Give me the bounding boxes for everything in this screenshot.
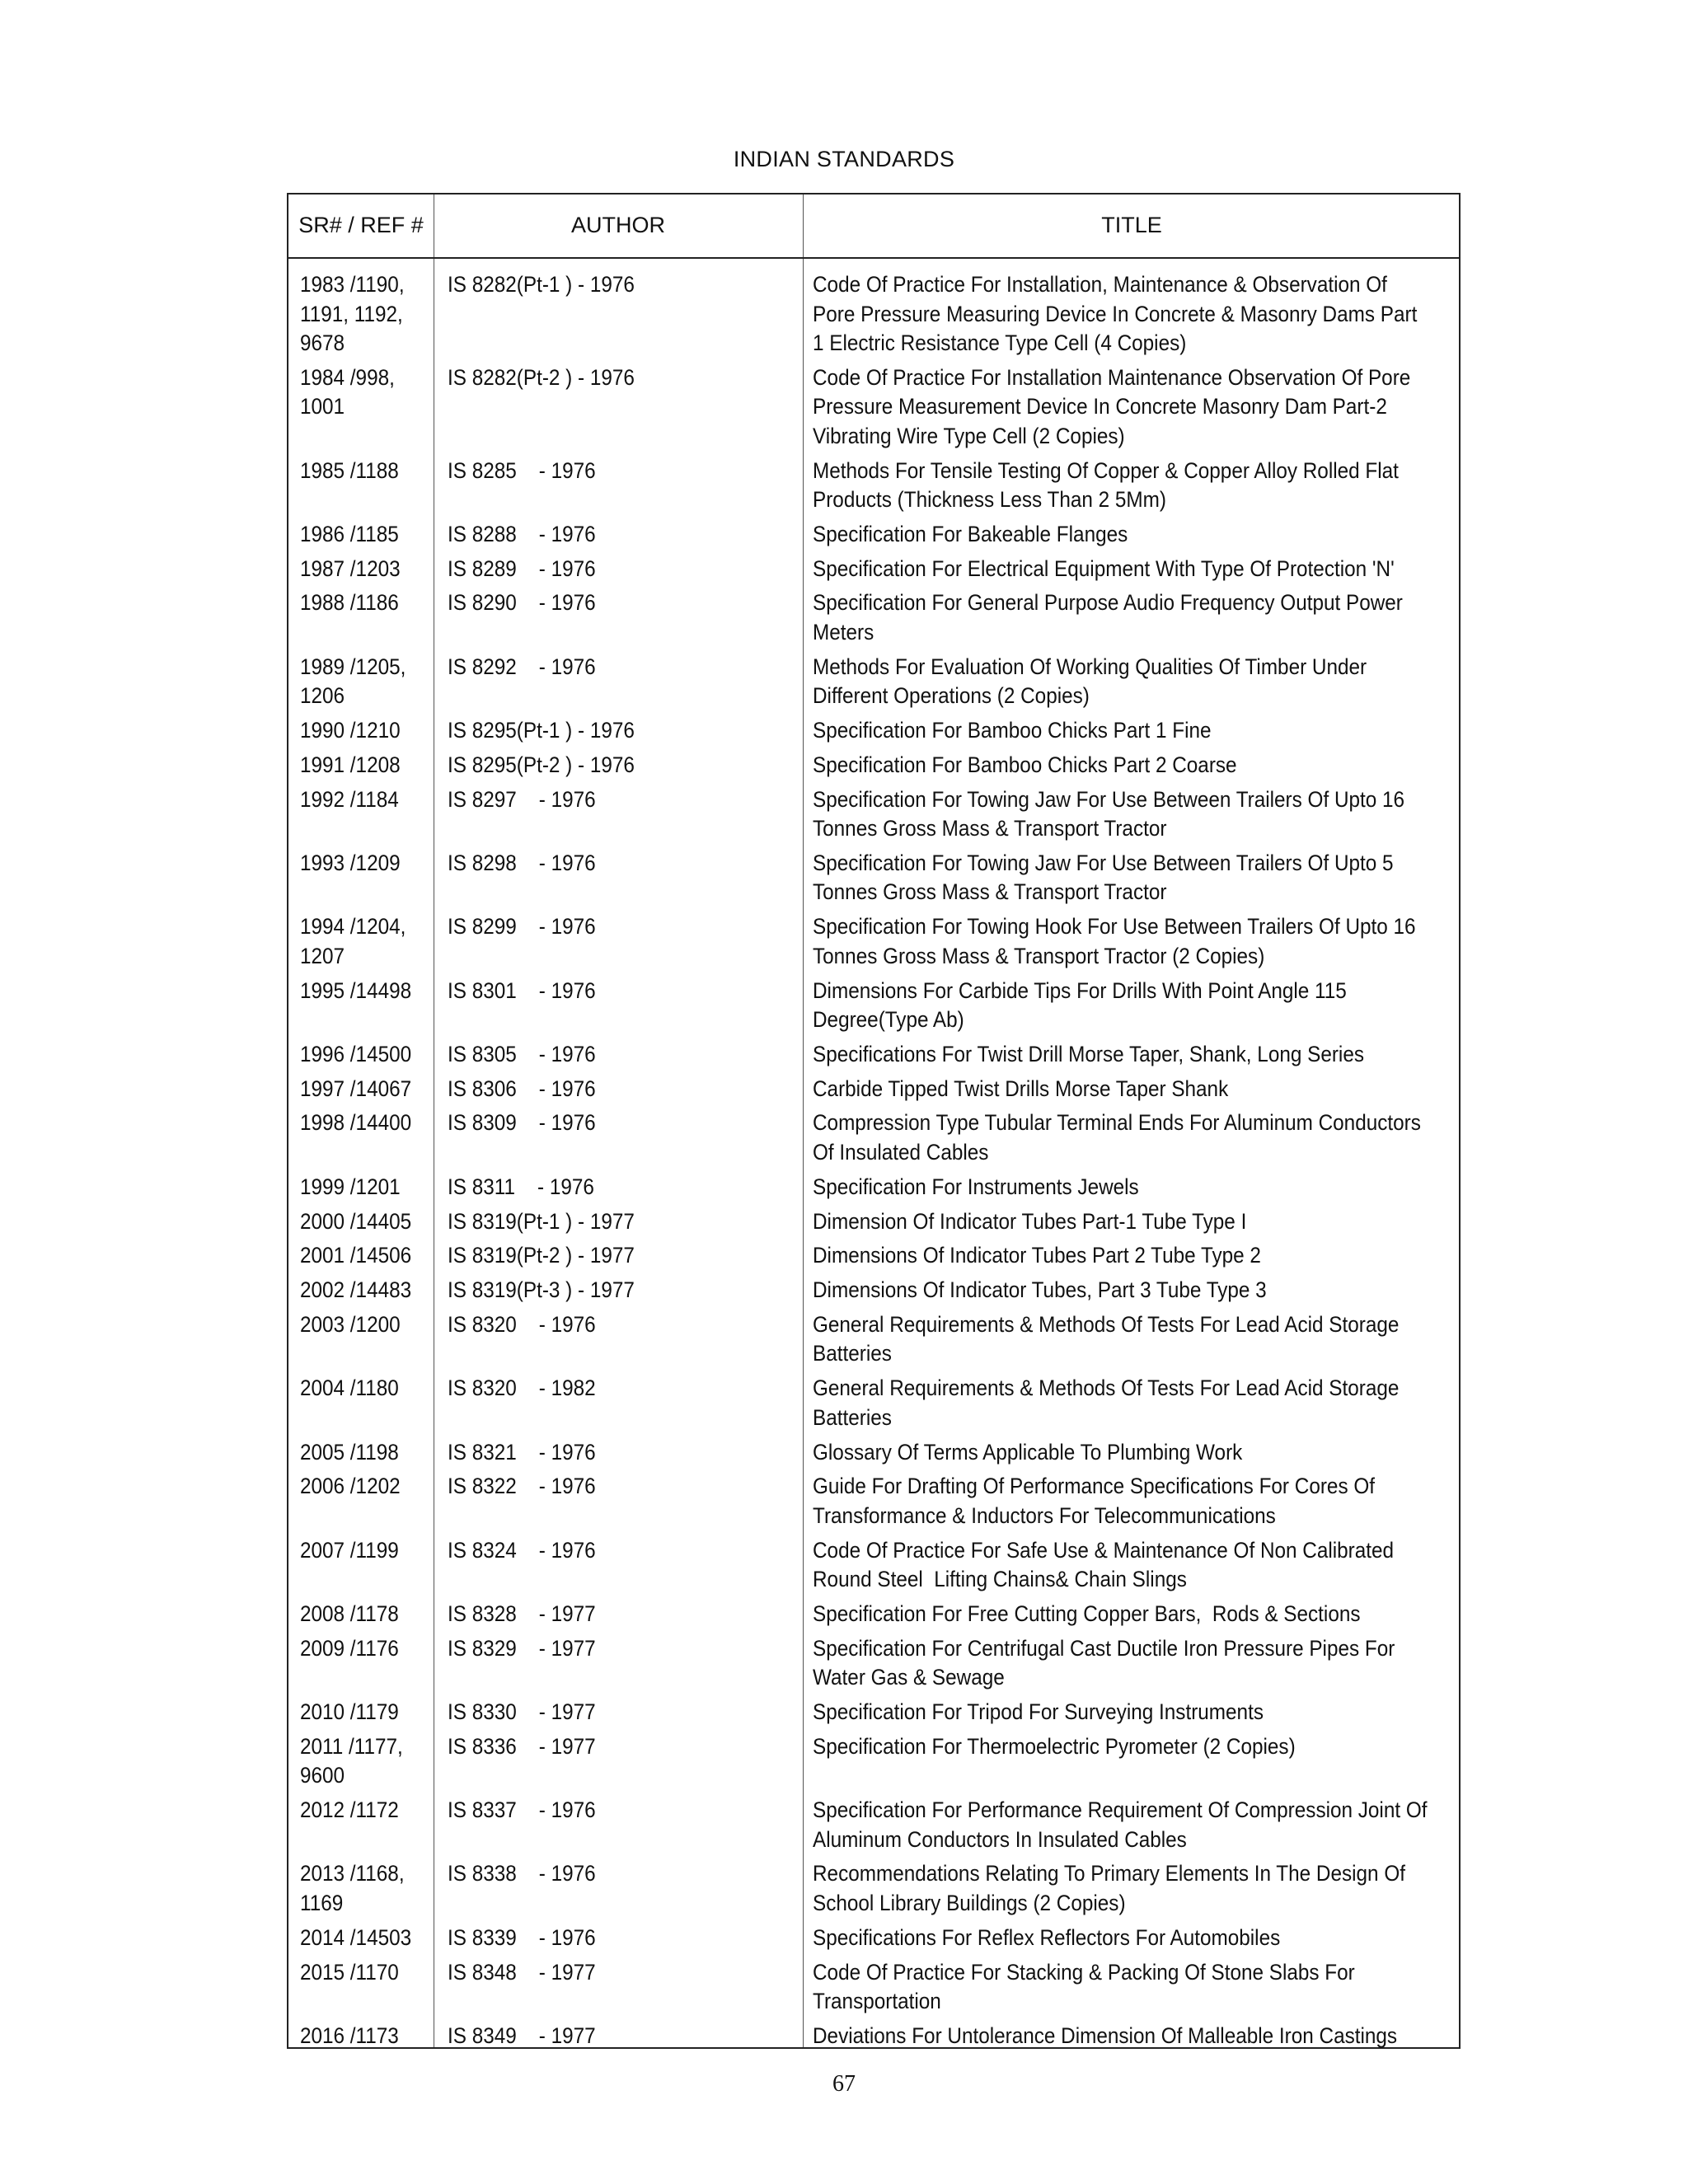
table-row: [288, 653, 1459, 716]
page-title: INDIAN STANDARDS: [733, 147, 955, 171]
ref-cell: 1984 /998, 1001: [300, 364, 395, 419]
table-row: [288, 1374, 1459, 1437]
author-cell: IS 8337 - 1976: [448, 1797, 596, 1823]
header-title: TITLE: [1101, 213, 1162, 237]
table-body: [288, 270, 1459, 2056]
title-cell: General Requirements & Methods Of Tests For Lead Acid Storage Batteries: [813, 1376, 1400, 1430]
table-row: [288, 977, 1459, 1040]
table-row: [288, 1924, 1459, 1958]
author-cell: IS 8319(Pt-2 ) - 1977: [448, 1243, 635, 1268]
title-cell: Specification For Electrical Equipment With Type Of Protection 'N': [813, 555, 1395, 581]
table-row: [288, 520, 1459, 555]
author-cell: IS 8336 - 1977: [448, 1733, 596, 1759]
ref-cell: 1985 /1188: [300, 457, 399, 483]
title-cell: Code Of Practice For Stacking & Packing Of Stone Slabs For Transportation: [813, 1959, 1355, 2013]
author-cell: IS 8301 - 1976: [448, 977, 596, 1003]
title-cell: Specifications For Twist Drill Morse Taper, Shank, Long Series: [813, 1041, 1365, 1066]
standards-table: [287, 193, 1461, 2049]
author-cell: IS 8330 - 1977: [448, 1699, 596, 1725]
author-cell: IS 8339 - 1976: [448, 1924, 596, 1950]
ref-cell: 1986 /1185: [300, 521, 399, 546]
author-cell: IS 8319(Pt-3 ) - 1977: [448, 1277, 635, 1303]
title-cell: Methods For Evaluation Of Working Qualities Of Timber Under Different Operations (2 Copies): [813, 654, 1367, 709]
ref-cell: 2016 /1173: [300, 2022, 399, 2048]
title-cell: Recommendations Relating To Primary Elements In The Design Of School Library Buildings (2 Copies): [813, 1861, 1405, 1915]
ref-cell: 1992 /1184: [300, 786, 399, 812]
title-cell: Specification For Centrifugal Cast Ductile Iron Pressure Pipes For Water Gas & Sewage: [813, 1635, 1395, 1690]
table-row: [288, 1108, 1459, 1172]
ref-cell: 1988 /1186: [300, 590, 399, 616]
title-cell: Specification For Performance Requirement Of Compression Joint Of Aluminum Conductors In Insulated Cables: [813, 1797, 1428, 1852]
ref-cell: 2008 /1178: [300, 1601, 399, 1626]
author-cell: IS 8328 - 1977: [448, 1601, 596, 1626]
title-cell: Specification For General Purpose Audio Frequency Output Power Meters: [813, 590, 1403, 644]
title-cell: Guide For Drafting Of Performance Specifications For Cores Of Transformance & Inductors For Telecommunications: [813, 1474, 1376, 1528]
table-row: [288, 716, 1459, 751]
title-cell: Dimension Of Indicator Tubes Part-1 Tube Type I: [813, 1208, 1247, 1234]
author-cell: IS 8289 - 1976: [448, 555, 596, 581]
table-row: [288, 270, 1459, 363]
ref-cell: 1991 /1208: [300, 752, 401, 777]
ref-cell: 2007 /1199: [300, 1537, 399, 1563]
table-row: [288, 785, 1459, 849]
author-cell: IS 8282(Pt-2 ) - 1976: [448, 364, 635, 390]
table-row: [288, 363, 1459, 457]
ref-cell: 2003 /1200: [300, 1311, 401, 1337]
ref-cell: 2015 /1170: [300, 1959, 399, 1985]
table-row: [288, 457, 1459, 520]
author-cell: IS 8320 - 1982: [448, 1376, 596, 1401]
author-cell: IS 8288 - 1976: [448, 521, 596, 546]
ref-cell: 1997 /14067: [300, 1076, 412, 1101]
header-ref: SR# / REF #: [298, 213, 424, 237]
title-cell: Deviations For Untolerance Dimension Of Malleable Iron Castings: [813, 2022, 1398, 2048]
title-cell: Dimensions Of Indicator Tubes, Part 3 Tube Type 3: [813, 1277, 1267, 1303]
table-row: [288, 2022, 1459, 2056]
title-cell: General Requirements & Methods Of Tests For Lead Acid Storage Batteries: [813, 1311, 1400, 1366]
title-cell: Dimensions Of Indicator Tubes Part 2 Tube Type 2: [813, 1243, 1261, 1268]
author-cell: IS 8295(Pt-1 ) - 1976: [448, 718, 635, 743]
table-row: [288, 1310, 1459, 1374]
ref-cell: 1983 /1190, 1191, 1192, 9678: [300, 272, 405, 355]
ref-cell: 2010 /1179: [300, 1699, 399, 1725]
author-cell: IS 8290 - 1976: [448, 590, 596, 616]
table-row: [288, 1040, 1459, 1075]
ref-cell: 2005 /1198: [300, 1439, 399, 1465]
author-cell: IS 8338 - 1976: [448, 1861, 596, 1886]
title-cell: Specification For Tripod For Surveying Instruments: [813, 1699, 1264, 1725]
title-cell: Specification For Towing Jaw For Use Between Trailers Of Upto 16 Tonnes Gross Mass & Transport Tractor: [813, 786, 1405, 841]
title-cell: Code Of Practice For Installation Maintenance Observation Of Pore Pressure Measurement Device In Concrete Masonry Dam Part-2 Vibrating Wire Type Cell (2 Copies): [813, 364, 1411, 448]
ref-cell: 2009 /1176: [300, 1635, 399, 1661]
table-row: [288, 1600, 1459, 1634]
ref-cell: 2013 /1168, 1169: [300, 1861, 405, 1915]
title-cell: Dimensions For Carbide Tips For Drills With Point Angle 115 Degree(Type Ab): [813, 977, 1347, 1033]
author-cell: IS 8311 - 1976: [448, 1174, 594, 1199]
author-cell: IS 8282(Pt-1 ) - 1976: [448, 272, 635, 297]
ref-cell: 2011 /1177, 9600: [300, 1733, 403, 1788]
author-cell: IS 8322 - 1976: [448, 1474, 596, 1499]
title-cell: Specification For Bamboo Chicks Part 1 Fine: [813, 718, 1212, 743]
title-cell: Specification For Instruments Jewels: [813, 1174, 1139, 1199]
ref-cell: 1996 /14500: [300, 1041, 412, 1066]
ref-cell: 2012 /1172: [300, 1797, 399, 1823]
title-cell: Specification For Towing Hook For Use Between Trailers Of Upto 16 Tonnes Gross Mass & Transport Tractor (2 Copies): [813, 914, 1416, 968]
page-number: 67: [832, 2071, 856, 2097]
header-divider: [288, 257, 1459, 259]
table-row: [288, 555, 1459, 589]
title-cell: Specification For Free Cutting Copper Bars, Rods & Sections: [813, 1601, 1361, 1626]
title-cell: Specification For Bakeable Flanges: [813, 521, 1128, 546]
author-cell: IS 8348 - 1977: [448, 1959, 596, 1985]
table-row: [288, 1536, 1459, 1600]
ref-cell: 1987 /1203: [300, 555, 401, 581]
table-row: [288, 1796, 1459, 1859]
table-row: [288, 1732, 1459, 1796]
ref-cell: 2002 /14483: [300, 1277, 412, 1303]
table-row: [288, 1698, 1459, 1732]
table-row: [288, 1634, 1459, 1698]
author-cell: IS 8305 - 1976: [448, 1041, 596, 1066]
author-cell: IS 8329 - 1977: [448, 1635, 596, 1661]
title-cell: Code Of Practice For Installation, Maintenance & Observation Of Pore Pressure Measuring Device In Concrete & Masonry Dams Part 1 Electric Resistance Type Cell (4 Copies): [813, 272, 1418, 355]
author-cell: IS 8319(Pt-1 ) - 1977: [448, 1208, 635, 1234]
table-row: [288, 1472, 1459, 1535]
ref-cell: 2014 /14503: [300, 1924, 412, 1950]
header-author: AUTHOR: [571, 213, 665, 237]
title-cell: Carbide Tipped Twist Drills Morse Taper Shank: [813, 1076, 1229, 1101]
author-cell: IS 8309 - 1976: [448, 1110, 596, 1136]
author-cell: IS 8285 - 1976: [448, 457, 596, 483]
title-cell: Specifications For Reflex Reflectors For Automobiles: [813, 1924, 1281, 1950]
ref-cell: 1995 /14498: [300, 977, 412, 1003]
author-cell: IS 8292 - 1976: [448, 654, 596, 679]
table-row: [288, 849, 1459, 912]
table-row: [288, 1958, 1459, 2022]
ref-cell: 2000 /14405: [300, 1208, 412, 1234]
ref-cell: 1994 /1204, 1207: [300, 914, 406, 968]
author-cell: IS 8298 - 1976: [448, 850, 596, 875]
ref-cell: 2004 /1180: [300, 1376, 399, 1401]
table-row: [288, 751, 1459, 785]
author-cell: IS 8297 - 1976: [448, 786, 596, 812]
title-cell: Specification For Bamboo Chicks Part 2 Coarse: [813, 752, 1237, 777]
ref-cell: 1999 /1201: [300, 1174, 401, 1199]
table-row: [288, 588, 1459, 652]
table-row: [288, 1241, 1459, 1276]
table-row: [288, 1276, 1459, 1310]
table-row: [288, 1075, 1459, 1109]
ref-cell: 2006 /1202: [300, 1474, 401, 1499]
title-cell: Code Of Practice For Safe Use & Maintenance Of Non Calibrated Round Steel Lifting Chains& Chain Slings: [813, 1537, 1395, 1592]
author-cell: IS 8299 - 1976: [448, 914, 596, 940]
author-cell: IS 8321 - 1976: [448, 1439, 596, 1465]
title-cell: Glossary Of Terms Applicable To Plumbing Work: [813, 1439, 1243, 1465]
table-row: [288, 1438, 1459, 1473]
author-cell: IS 8324 - 1976: [448, 1537, 596, 1563]
title-cell: Specification For Towing Jaw For Use Between Trailers Of Upto 5 Tonnes Gross Mass & Transport Tractor: [813, 850, 1394, 905]
title-cell: Specification For Thermoelectric Pyrometer (2 Copies): [813, 1733, 1296, 1759]
table-row: [288, 1859, 1459, 1923]
ref-cell: 1990 /1210: [300, 718, 401, 743]
title-cell: Compression Type Tubular Terminal Ends For Aluminum Conductors Of Insulated Cables: [813, 1110, 1421, 1165]
ref-cell: 1998 /14400: [300, 1110, 412, 1136]
ref-cell: 2001 /14506: [300, 1243, 412, 1268]
author-cell: IS 8306 - 1976: [448, 1076, 596, 1101]
ref-cell: 1993 /1209: [300, 850, 401, 875]
table-row: [288, 1207, 1459, 1242]
table-row: [288, 1173, 1459, 1207]
title-cell: Methods For Tensile Testing Of Copper & Copper Alloy Rolled Flat Products (Thickness Less Than 2 5Mm): [813, 457, 1399, 513]
author-cell: IS 8320 - 1976: [448, 1311, 596, 1337]
table-row: [288, 912, 1459, 976]
ref-cell: 1989 /1205, 1206: [300, 654, 406, 709]
author-cell: IS 8349 - 1977: [448, 2022, 596, 2048]
author-cell: IS 8295(Pt-2 ) - 1976: [448, 752, 635, 777]
